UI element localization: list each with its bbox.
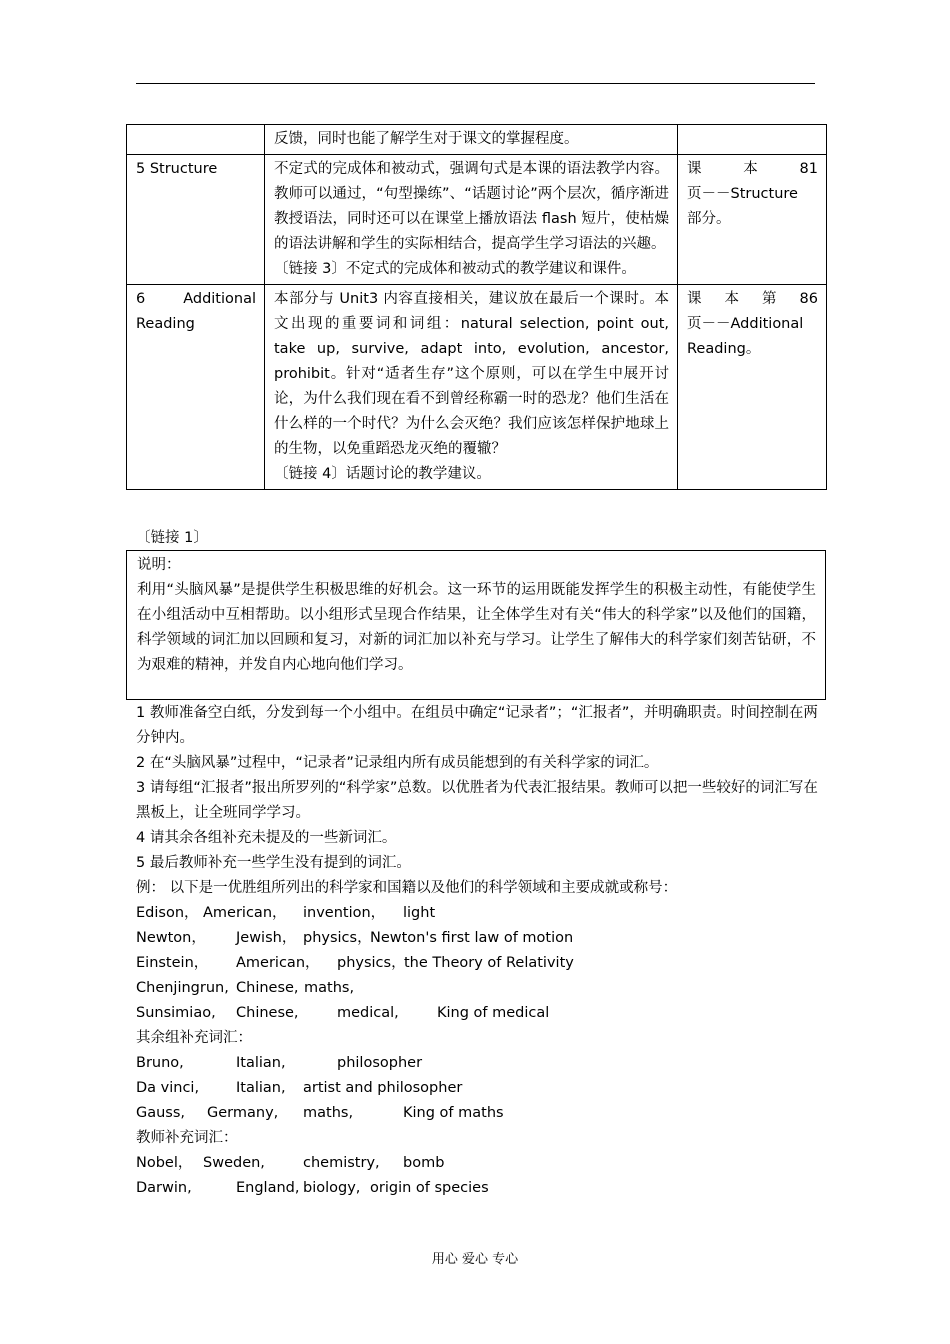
step-item: 1 教师准备空白纸，分发到每一个小组中。在组员中确定“记录者”；“汇报者”，并明确职责。时间控制在两分钟内。 [136,705,818,746]
vocab-row: Newton， Jewish， physics， Newton's first law of motion [136,930,574,946]
lesson-plan-table [126,124,827,490]
row6-content-cell [265,285,678,490]
steps-section [136,701,826,1201]
vocab-row: Sunsimiao, Chinese, medical, King of medical [136,1005,550,1021]
table-cell [127,125,265,155]
explanation-heading: 说明： [137,557,181,573]
explanation-box [126,550,826,700]
row6-reference [678,285,827,490]
header-rule [136,83,815,84]
vocab-row: Bruno, Italian, philosopher [136,1055,423,1071]
others-heading: 其余组补充词汇： [136,1030,252,1046]
row6-link: 〔链接 4〕话题讨论的教学建议。 [274,466,491,482]
vocab-row: Da vinci, Italian, artist and philosopher [136,1080,463,1096]
row5-ref-line1: 课 本 81 [687,161,818,177]
explanation-body: 利用“头脑风暴”是提供学生积极思维的好机会。这一环节的运用既能发挥学生的积极主动性，有能使学生在小组活动中互相帮助。以小组形式呈现合作结果，让全体学生对有关“伟大的科学家”以及他们的国籍，科学领域的词汇加以回顾和复习，对新的词汇加以补充与学习。让学生了解伟大的科学家们刻苦钻研，不为艰难的精神，并发自内心地向他们学习。 [137,582,816,673]
vocab-row: Nobel， Sweden, chemistry, bomb [136,1155,445,1171]
row5-link: 〔链接 3〕不定式的完成体和被动式的教学建议和课件。 [274,261,636,277]
vocab-row: Chenjingrun, Chinese, maths, [136,980,355,996]
page-footer: 用心 爱心 专心 [431,1252,519,1267]
row6-ref-line3: Reading。 [687,341,761,357]
vocab-row: Einstein， American， physics， the Theory of Relativity [136,955,574,971]
table-cell [678,125,827,155]
vocab-row: Darwin, England, biology, origin of species [136,1180,489,1196]
row5-content-cell [265,155,678,285]
table-row [127,125,827,155]
row6-ref-line2: 页－－Additional [687,316,804,332]
vocab-row: Edison， American， invention， light [136,905,436,921]
row5-label: 5 Structure [127,155,265,285]
step-item: 2 在“头脑风暴”过程中，“记录者”记录组内所有成员能想到的有关科学家的词汇。 [136,755,659,771]
step-item: 5 最后教师补充一些学生没有提到的词汇。 [136,855,411,871]
example-intro: 例： 以下是一优胜组所列出的科学家和国籍以及他们的科学领域和主要成就或称号： [136,880,678,896]
table-row [127,155,827,285]
row5-ref-line2: 页－－Structure [687,186,798,202]
row5-content: 不定式的完成体和被动式，强调句式是本课的语法教学内容。教师可以通过，“句型操练”、“话题讨论”两个层次，循序渐进教授语法，同时还可以在课堂上播放语法 flash 短片，使枯燥的语法讲解和学生的实际相结合，提高学生学习语法的兴趣。 [274,161,669,252]
teacher-heading: 教师补充词汇： [136,1130,238,1146]
step-item: 3 请每组“汇报者”报出所罗列的“科学家”总数。以优胜者为代表汇报结果。教师可以把一些较好的词汇写在黑板上，让全班同学学习。 [136,780,818,821]
row6-label: 6 Additional Reading [127,285,265,490]
step-item: 4 请其余各组补充未提及的一些新词汇。 [136,830,397,846]
row0-content: 反馈，同时也能了解学生对于课文的掌握程度。 [274,131,579,147]
link1-title: 〔链接 1〕 [136,530,208,546]
row6-ref-line1: 课 本 第 86 [687,291,818,307]
vocab-row: Gauss, Germany, maths, King of maths [136,1105,504,1121]
row5-reference [678,155,827,285]
table-row [127,285,827,490]
row5-ref-line3: 部分。 [687,211,731,227]
table-cell [265,125,678,155]
row6-content: 本部分与 Unit3 内容直接相关，建议放在最后一个课时。本文出现的重要词和词组：natural selection, point out, take up, survive, adapt into, evolution, ancestor, prohibit。针对“适者生存”这个原则，可以在学生中展开讨论，为什么我们现在看不到曾经称霸一时的恐龙？他们生活在什么样的一个时代？为什么会灭绝？我们应该怎样保护地球上的生物，以免重蹈恐龙灭绝的覆辙？ [274,291,669,457]
